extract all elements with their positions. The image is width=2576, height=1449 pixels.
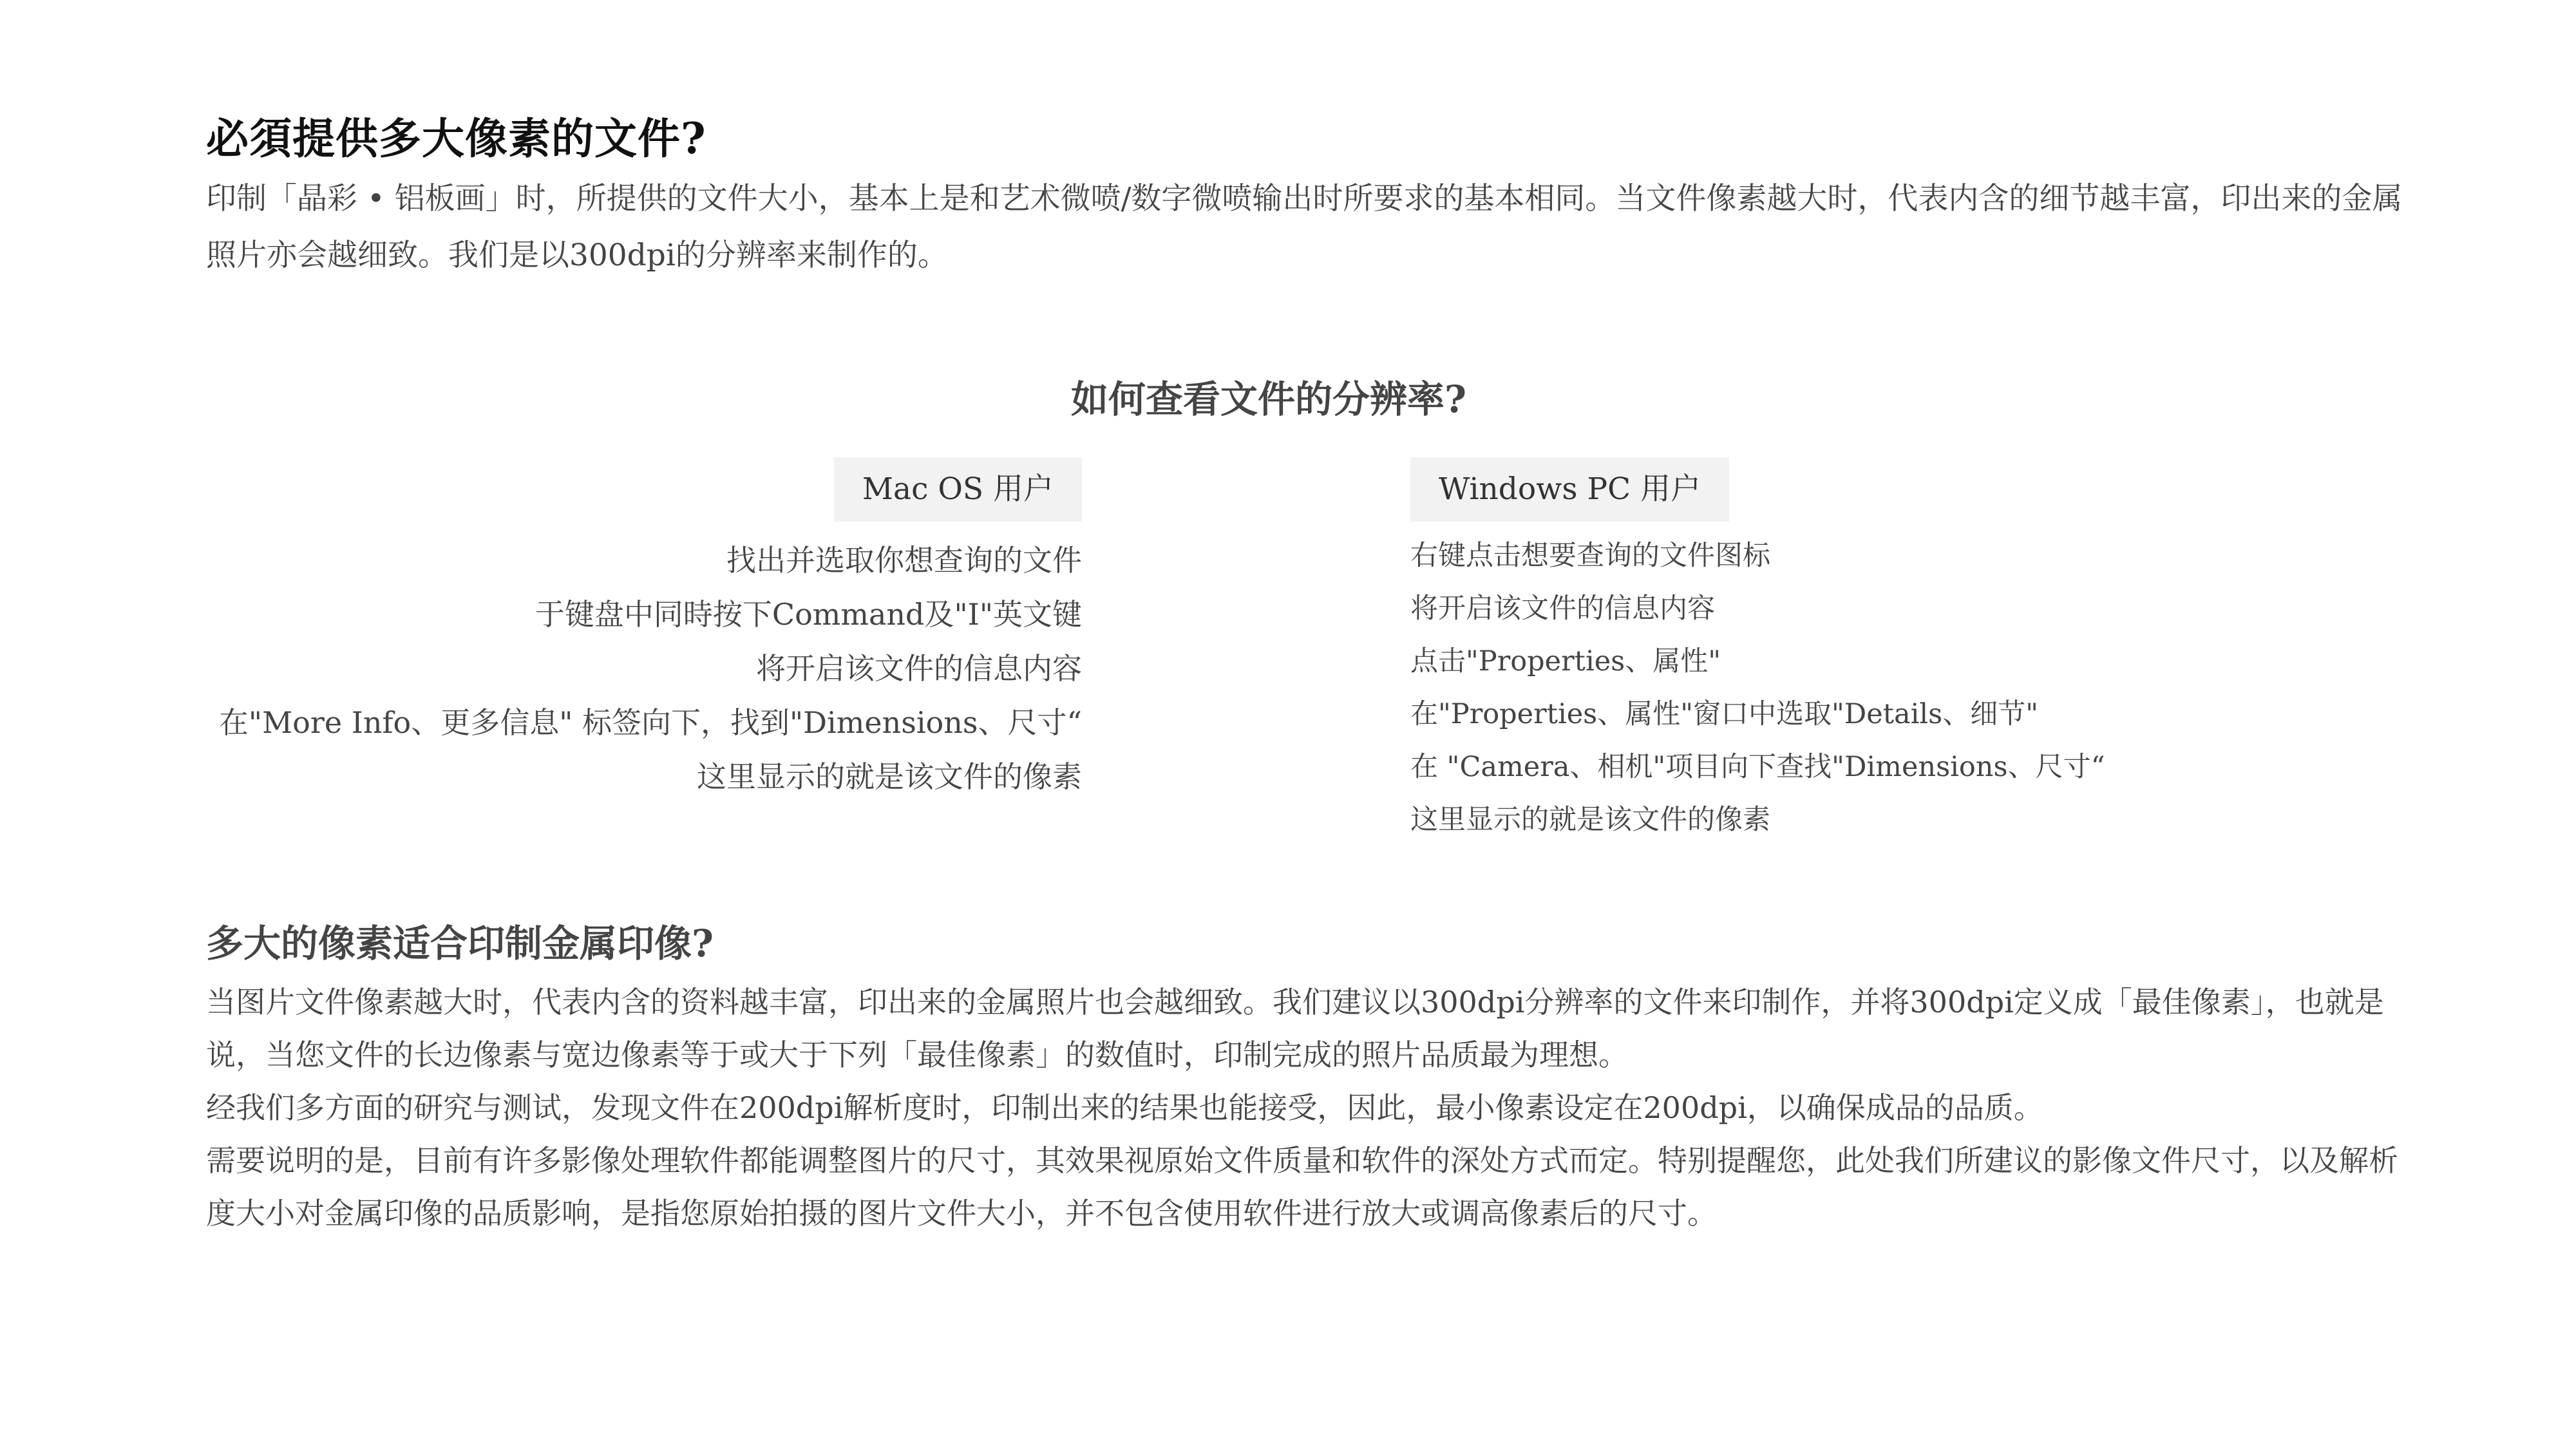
paragraph-best-pixels: 当图片文件像素越大时，代表内含的资料越丰富，印出来的金属照片也会越细致。我们建议以300dpi分辨率的文件来印制作，并将300dpi定义成「最佳像素」，也就是说，当您文件的长边像素与宽边像素等于或大于下列「最佳像素」的数值时，印制完成的照片品质最为理想。	[206, 985, 2384, 1072]
windows-step: 这里显示的就是该文件的像素	[1410, 804, 1770, 836]
mac-steps-list	[206, 533, 1082, 804]
paragraph-min-pixels: 经我们多方面的研究与测试，发现文件在200dpi解析度时，印制出来的结果也能接受，因此，最小像素设定在200dpi，以确保成品的品质。	[206, 1090, 2043, 1125]
resolution-howto-section	[206, 367, 2409, 857]
howto-title: 如何查看文件的分辨率?	[1071, 377, 1466, 421]
mac-column	[206, 457, 1082, 804]
windows-step: 将开启该文件的信息内容	[1410, 592, 1715, 625]
print-pixel-section	[206, 911, 2409, 1240]
mac-step: 这里显示的就是该文件的像素	[697, 759, 1082, 794]
section-title-pixel-requirement: 必須提供多大像素的文件?	[206, 113, 706, 164]
paragraph-note: 需要说明的是，目前有许多影像处理软件都能调整图片的尺寸，其效果视原始文件质量和软件的深处方式而定。特别提醒您，此处我们所建议的影像文件尺寸，以及解析度大小对金属印像的品质影响，是指您原始拍摄的图片文件大小，并不包含使用软件进行放大或调高像素后的尺寸。	[206, 1143, 2398, 1231]
windows-step: 在 "Camera、相机"项目向下查找"Dimensions、尺寸“	[1410, 751, 2105, 783]
mac-os-label: Mac OS 用户	[834, 457, 1082, 522]
windows-step: 点击"Properties、属性"	[1410, 645, 1721, 677]
article-content	[206, 106, 2409, 1231]
mac-step: 将开启该文件的信息内容	[756, 651, 1082, 686]
mac-step: 于键盘中同時按下Command及"I"英文键	[535, 597, 1082, 632]
windows-step: 在"Properties、属性"窗口中选取"Details、细节"	[1410, 698, 2038, 730]
intro-paragraph: 印制「晶彩 • 铝板画」时，所提供的文件大小，基本上是和艺术微喷/数字微喷输出时所要求的基本相同。当文件像素越大时，代表内含的细节越丰富，印出来的金属照片亦会越细致。我们是以300dpi的分辨率来制作的。	[206, 181, 2403, 273]
section-title-print-pixels: 多大的像素适合印制金属印像?	[206, 922, 714, 965]
windows-pc-label: Windows PC 用户	[1410, 457, 1729, 522]
mac-step: 找出并选取你想查询的文件	[726, 543, 1082, 578]
windows-step: 右键点击想要查询的文件图标	[1410, 540, 1770, 572]
mac-step: 在"More Info、更多信息" 标签向下，找到"Dimensions、尺寸“	[218, 705, 1082, 740]
windows-steps-list	[1410, 529, 2215, 846]
os-columns	[206, 457, 2409, 857]
windows-column	[1410, 457, 2215, 846]
